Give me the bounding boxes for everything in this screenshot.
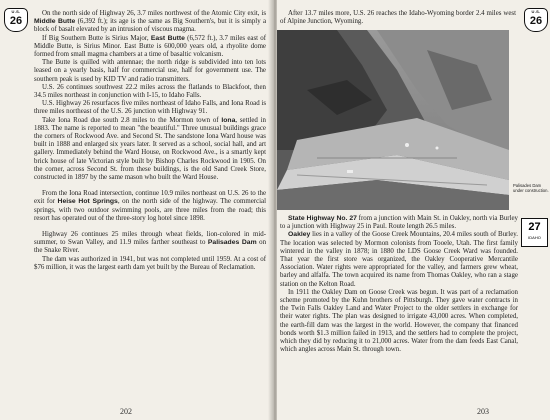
page-number-right: 203: [477, 407, 489, 416]
paragraph: In 1911 the Oakley Dam on Goose Creek was begun. It was part of a reclamation scheme promoted by the Kuhn brothers of Pittsburgh. They gave water contracts in the Twin Falls Oakley Land and Water Project to the older settlers in exchange for their water rights. The plan was designed to irrigate 43,000 acres. When completed, the earth-fill dam was the largest in the world. However, the company that financed bonds worth $1.3 million failed in 1913, and the settlers had to complete the project, which they did by reducing it to 21,000 acres. Water from the dam feeds East Canal, which angles across Main St. through town.: [280, 288, 518, 354]
us-26-route-shield-icon: U.S. 26: [4, 8, 28, 34]
paragraph: U.S. Highway 26 resurfaces five miles northeast of Idaho Falls, and Iona Road is three miles northeast of the U.S. 26 junction with Highway 91.: [34, 100, 266, 116]
paragraph: On the north side of Highway 26, 3.7 miles northwest of the Atomic City exit, is Middle Butte (6,392 ft.); its age is the same as Big Southern's, but it is simply a block of basalt elevated by an intrusion of viscous magma.: [34, 10, 267, 34]
right-page-intro-text: After 13.7 miles more, U.S. 26 reaches the Idaho-Wyoming border 2.4 miles west of Alpine Junction, Wyoming.: [280, 10, 516, 26]
left-page-body-text: [34, 10, 266, 272]
photo-caption: Palisades Dam under construction.: [513, 183, 549, 194]
paragraph: State Highway No. 27 from a junction with Main St. in Oakley, north via Burley to a junction with Highway 25 in Paul. Route length 26.5 miles.: [280, 215, 518, 231]
bold-place-name: Palisades Dam: [207, 239, 257, 247]
palisades-dam-photo: [277, 30, 509, 210]
bold-place-name: Heise Hot Springs: [57, 198, 118, 206]
paragraph: Highway 26 continues 25 miles through wheat fields, lion-colored in mid-summer, to Swan Valley, and 11.9 miles farther southeast to Palisades Dam on the Snake River.: [34, 231, 267, 255]
bold-place-name: Middle Butte: [34, 18, 76, 26]
paragraph: Take Iona Road due south 2.8 miles to the Mormon town of Iona, settled in 1883. The name is reported to mean "the beautiful." Three unusual buildings grace the corners of Rockwood Ave. and Second St. The sandstone Iona Ward house was built in 1888 and enlarged six years later. It served as a school, social hall, and art gallery. Immediately behind the Ward House, on Rockwood Ave., is a smartly kept brick house of late Victorian style built by Bishop Charles Rockwood in 1905. On the corner, across Second St. from these buildings, is the old Sand Creek Store, constructed in 1897 by the same mason who built the Ward House.: [34, 116, 267, 182]
right-page-body-text: [280, 215, 518, 354]
paragraph: The Butte is quilled with antennae; the north ridge is subdivided into ten lots leased on a yearly basis, half for commercial use, half for government use. The southern peak is used by KID TV and radio transmitters.: [34, 59, 266, 83]
bold-place-name: Iona: [221, 116, 236, 124]
bold-place-name: Oakley: [288, 231, 311, 239]
bold-place-name: State Highway No. 27: [288, 215, 357, 222]
paragraph: If Big Southern Butte is Sirius Major, East Butte (6,572 ft.), 3.7 miles east of Middle Butte, is Sirius Minor. East Butte is 600,000 years old, a rhyolite dome formed from small magma chambers at a time of basaltic volcanism.: [34, 34, 266, 59]
paragraph: From the Iona Road intersection, continue 10.9 miles northeast on U.S. 26 to the exit for Heise Hot Springs, on the north side of the highway. The commercial springs, with two outdoor swimming pools, are three miles from the road; this resort has operated out of the three-story log hotel since 1898.: [34, 190, 267, 222]
left-page: [0, 0, 272, 420]
page-number-left: 202: [120, 407, 132, 416]
idaho-27-route-sign-icon: 27 IDAHO: [521, 218, 548, 247]
us-26-route-shield-icon: U.S. 26: [524, 8, 548, 34]
bold-place-name: East Butte: [150, 34, 185, 42]
paragraph: U.S. 26 continues southwest 22.2 miles across the flatlands to Blackfoot, then 34.5 miles northeast in conjunction with I-15, to Idaho Falls.: [34, 83, 266, 100]
paragraph: Oakley lies in a valley of the Goose Creek Mountains, 20.4 miles south of Burley. The location was selected by Mormon colonists from Tooele, Utah. The first family wintered in the valley in 1878; in 1880 the LDS Goose Creek Ward was founded. That year the first store was organized, the Oakley Cooperative Mercantile Association. Water rights were appropriated for the valley, and farmers grew wheat, barley and alfalfa. The town acquired its name from Thomas Oakley, who ran a stage station on the Kelton Road.: [280, 231, 518, 288]
right-page: [277, 0, 550, 420]
paragraph: The dam was authorized in 1941, but was not completed until 1959. At a cost of $76 million, it was the largest earth dam yet built by the Bureau of Reclamation.: [34, 255, 266, 271]
